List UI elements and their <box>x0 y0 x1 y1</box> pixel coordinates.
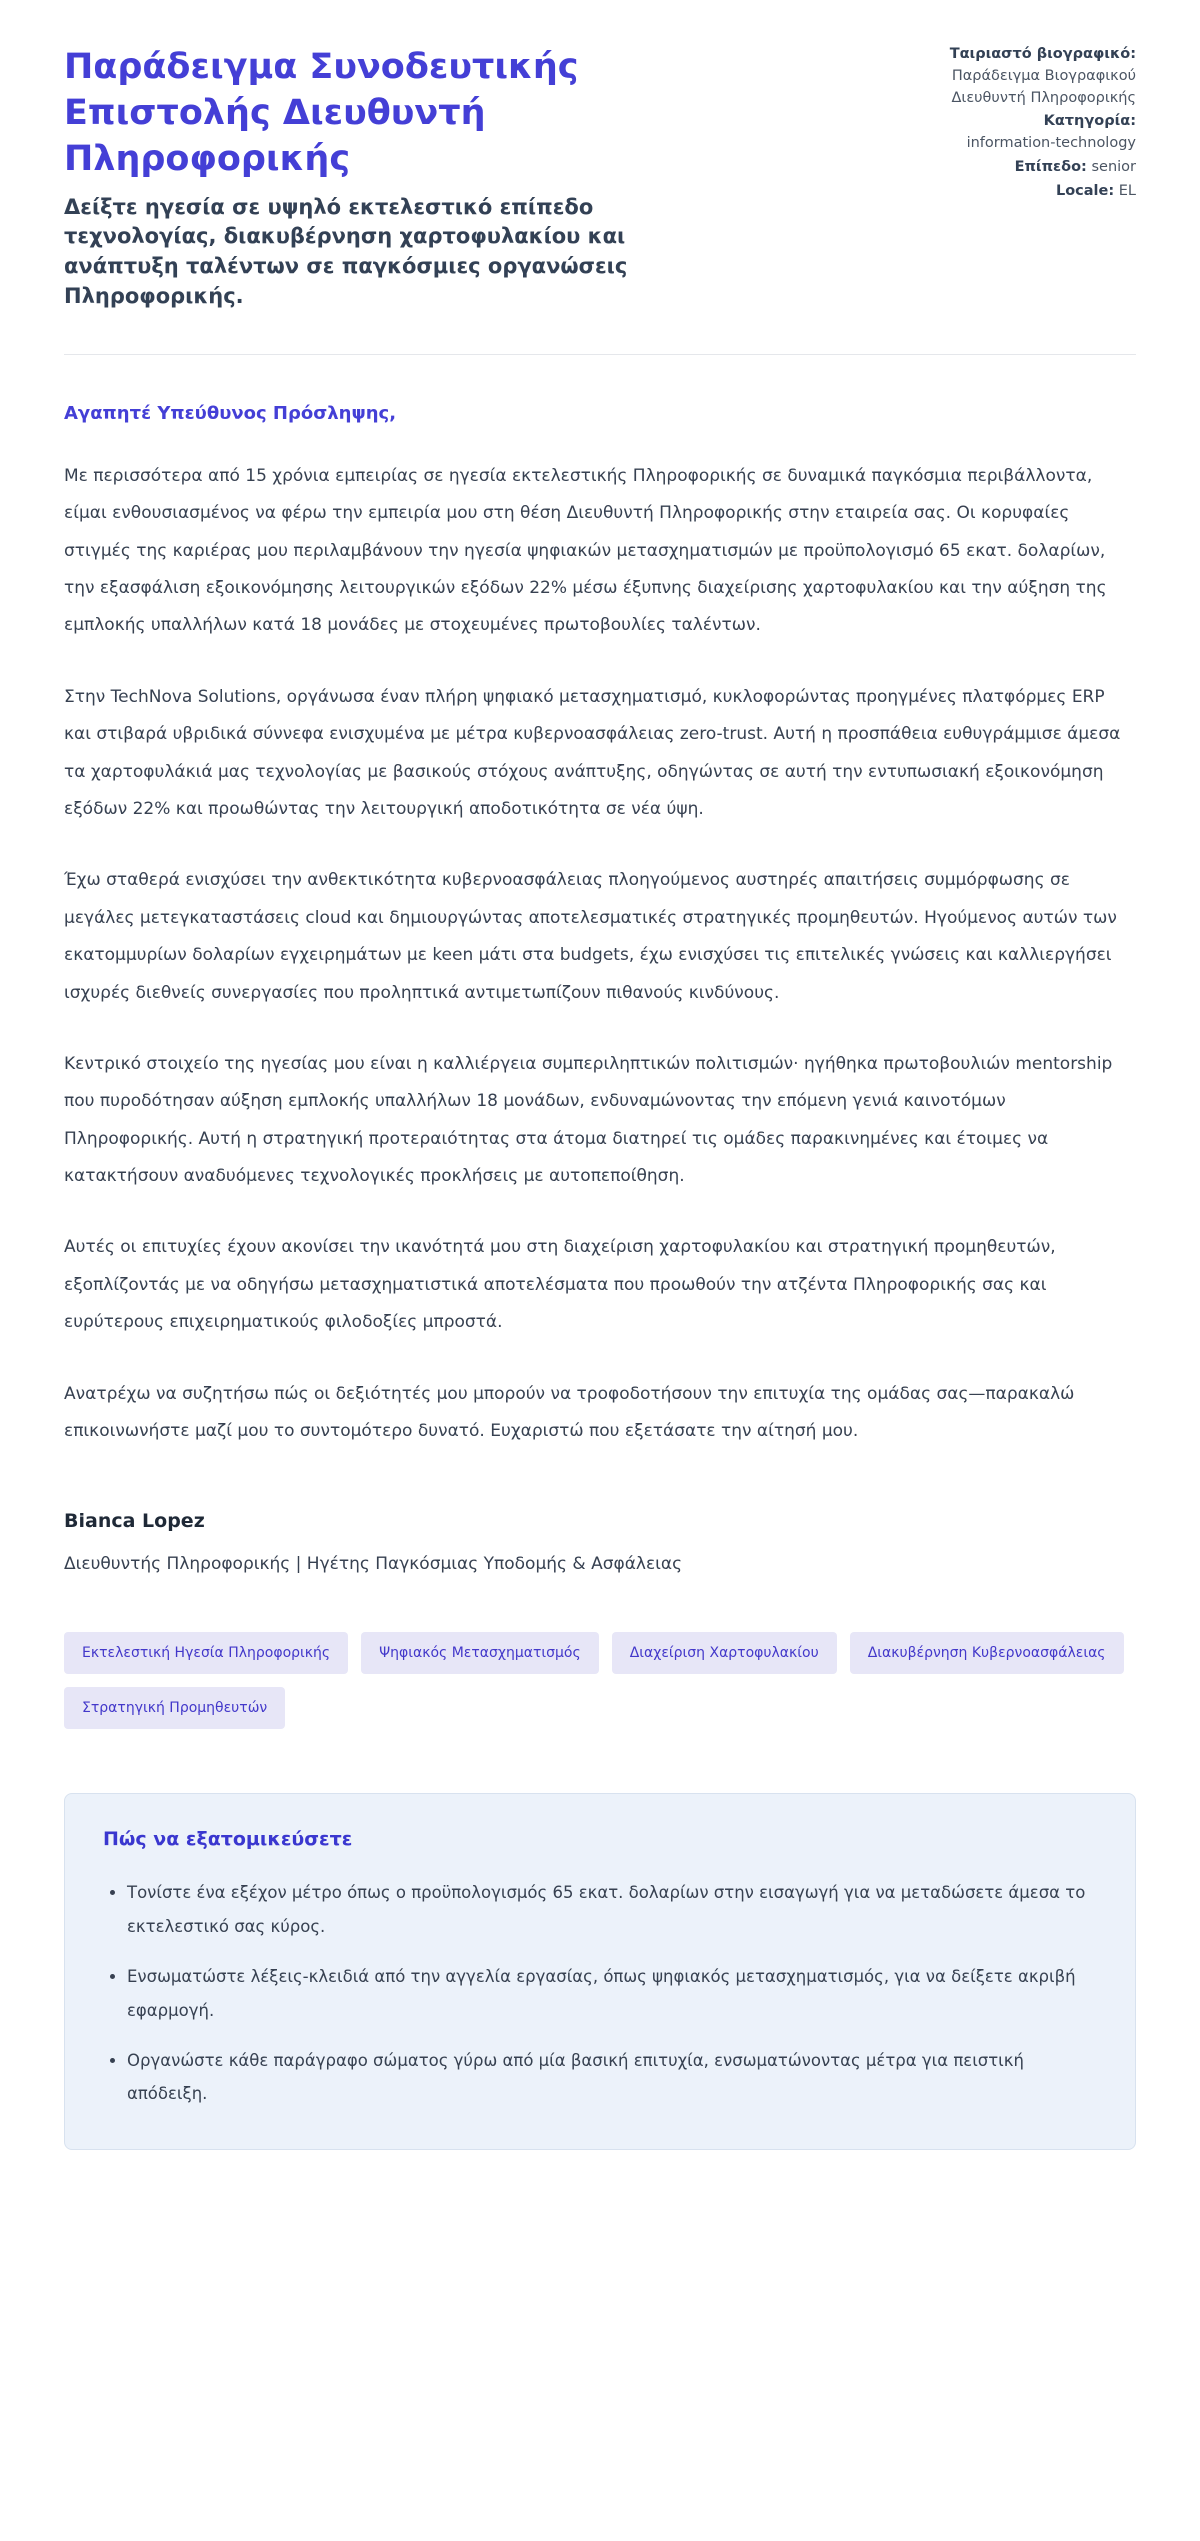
signature-name: Bianca Lopez <box>64 1510 205 1533</box>
page-title: Παράδειγμα Συνοδευτικής Επιστολής Διευθυντή Πληροφορικής <box>64 47 579 180</box>
tips-box <box>64 1793 1136 2150</box>
tip-item: • Τονίστε ένα εξέχον μέτρο όπως ο προϋπολογισμός 65 εκατ. δολαρίων στην εισαγωγή για να μεταδώσετε άμεσα το εκτελεστικό σας κύρος. <box>127 1876 1097 1944</box>
meta-value: senior <box>1091 158 1136 175</box>
letter-body <box>64 403 1136 1575</box>
meta-item <box>931 111 1136 155</box>
page-container <box>64 0 1136 2150</box>
meta-value: information-technology <box>966 135 1136 151</box>
page-subtitle: Δείξτε ηγεσία σε υψηλό εκτελεστικό επίπεδο τεχνολογίας, διακυβέρνηση χαρτοφυλακίου και ανάπτυξη ταλέντων σε παγκόσμιες οργανώσεις Πληροφορικής. <box>64 194 628 308</box>
page-header <box>64 44 1136 312</box>
header-divider <box>64 354 1136 355</box>
tag-chip[interactable]: Διακυβέρνηση Κυβερνοασφάλειας <box>850 1632 1124 1674</box>
letter-paragraphs <box>64 458 1136 1451</box>
tips-title: Πώς να εξατομικεύσετε <box>103 1828 353 1851</box>
meta-label: Κατηγορία: <box>1043 113 1136 130</box>
tag-chip[interactable]: Ψηφιακός Μετασχηματισμός <box>361 1632 599 1674</box>
tip-item: • Οργανώστε κάθε παράγραφο σώματος γύρω από μία βασική επιτυχία, ενσωματώνοντας μέτρα για πειστική απόδειξη. <box>127 2044 1097 2112</box>
meta-item <box>931 181 1136 203</box>
letter-paragraph: Κεντρικό στοιχείο της ηγεσίας μου είναι η καλλιέργεια συμπεριληπτικών πολιτισμών· ηγήθηκα πρωτοβουλιών mentorship που πυροδότησαν αύξηση εμπλοκής υπαλλήλων 18 μονάδων, ενδυναμώνοντας την επόμενη γενιά καινοτόμων Πληροφορικής. Αυτή η στρατηγική προτεραιότητας στα άτομα διατηρεί τις ομάδες παρακινημένες και έτοιμες να κατακτήσουν αναδυόμενες τεχνολογικές προκλήσεις με αυτοπεποίθηση. <box>64 1053 1113 1187</box>
tag-chip[interactable]: Στρατηγική Προμηθευτών <box>64 1687 285 1729</box>
signature-role: Διευθυντής Πληροφορικής | Ηγέτης Παγκόσμιας Υποδομής & Ασφάλειας <box>64 1554 683 1575</box>
letter-greeting: Αγαπητέ Υπεύθυνος Πρόσληψης, <box>64 402 397 424</box>
tag-list <box>64 1632 1136 1729</box>
letter-paragraph: Στην TechNova Solutions, οργάνωσα έναν πλήρη ψηφιακό μετασχηματισμό, κυκλοφορώντας προηγμένες πλατφόρμες ERP και στιβαρά υβριδικά σύννεφα ενισχυμένα με μέτρα κυβερνοασφάλειας zero-trust. Αυτή η προσπάθεια ευθυγράμμισε άμεσα τα χαρτοφυλάκιά μας τεχνολογίας με βασικούς στόχους ανάπτυξης, οδηγώντας σε αυτή την εντυπωσιακή εξοικονόμηση εξόδων 22% και προωθώντας την λειτουργική αποδοτικότητα σε νέα ύψη. <box>64 686 1121 819</box>
meta-item <box>931 44 1136 109</box>
tag-chip[interactable]: Διαχείριση Χαρτοφυλακίου <box>612 1632 837 1674</box>
letter-paragraph: Με περισσότερα από 15 χρόνια εμπειρίας σε ηγεσία εκτελεστικής Πληροφορικής σε δυναμικά παγκόσμια περιβάλλοντα, είμαι ενθουσιασμένος να φέρω την εμπειρία μου στη θέση Διευθυντή Πληροφορικής στην εταιρεία σας. Οι κορυφαίες στιγμές της καριέρας μου περιλαμβάνουν την ηγεσία ψηφιακών μετασχηματισμών με προϋπολογισμό 65 εκατ. δολαρίων, την εξασφάλιση εξοικονόμησης λειτουργικών εξόδων 22% μέσω έξυπνης διαχείρισης χαρτοφυλακίου και την αύξηση της εμπλοκής υπαλλήλων κατά 18 μονάδες με στοχευμένες πρωτοβουλίες ταλέντων. <box>64 465 1107 636</box>
tips-list <box>103 1876 1097 2111</box>
meta-value: EL <box>1118 182 1136 199</box>
letter-paragraph: Αυτές οι επιτυχίες έχουν ακονίσει την ικανότητά μου στη διαχείριση χαρτοφυλακίου και στρατηγική προμηθευτών, εξοπλίζοντάς με να οδηγήσω μετασχηματιστικά αποτελέσματα που προωθούν την ατζέντα Πληροφορικής σας και ευρύτερους επιχειρηματικούς φιλοδοξίες μπροστά. <box>64 1237 1056 1333</box>
tip-item: • Ενσωματώστε λέξεις-κλειδιά από την αγγελία εργασίας, όπως ψηφιακός μετασχηματισμός, για να δείξετε ακριβή εφαρμογή. <box>127 1960 1097 2028</box>
meta-value: Παράδειγμα Βιογραφικού Διευθυντή Πληροφορικής <box>951 67 1136 106</box>
letter-paragraph: Ανατρέχω να συζητήσω πώς οι δεξιότητές μου μπορούν να τροφοδοτήσουν την επιτυχία της ομάδας σας—παρακαλώ επικοινωνήστε μαζί μου το συντομότερο δυνατό. Ευχαριστώ που εξετάσατε την αίτησή μου. <box>64 1383 1075 1442</box>
meta-label: Ταιριαστό βιογραφικό: <box>949 46 1136 62</box>
meta-label: Επίπεδο: <box>1014 158 1087 175</box>
tag-chip[interactable]: Εκτελεστική Ηγεσία Πληροφορικής <box>64 1632 348 1674</box>
letter-paragraph: Έχω σταθερά ενισχύσει την ανθεκτικότητα κυβερνοασφάλειας πλοηγούμενος αυστηρές απαιτήσεις συμμόρφωσης σε μεγάλες μετεγκαταστάσεις cloud και δημιουργώντας αποτελεσματικές στρατηγικές προμηθευτών. Ηγούμενος αυτών των εκατομμυρίων δολαρίων εγχειρημάτων με keen μάτι στα budgets, έχω ενισχύσει τις επιτελικές γνώσεις και καλλιεργήσει ισχυρές διεθνείς συνεργασίες που προληπτικά αντιμετωπίζουν πιθανούς κινδύνους. <box>64 870 1117 1003</box>
meta-item <box>931 157 1136 179</box>
meta-label: Locale: <box>1055 182 1115 199</box>
meta-panel <box>931 44 1136 204</box>
header-title-block <box>64 44 649 312</box>
